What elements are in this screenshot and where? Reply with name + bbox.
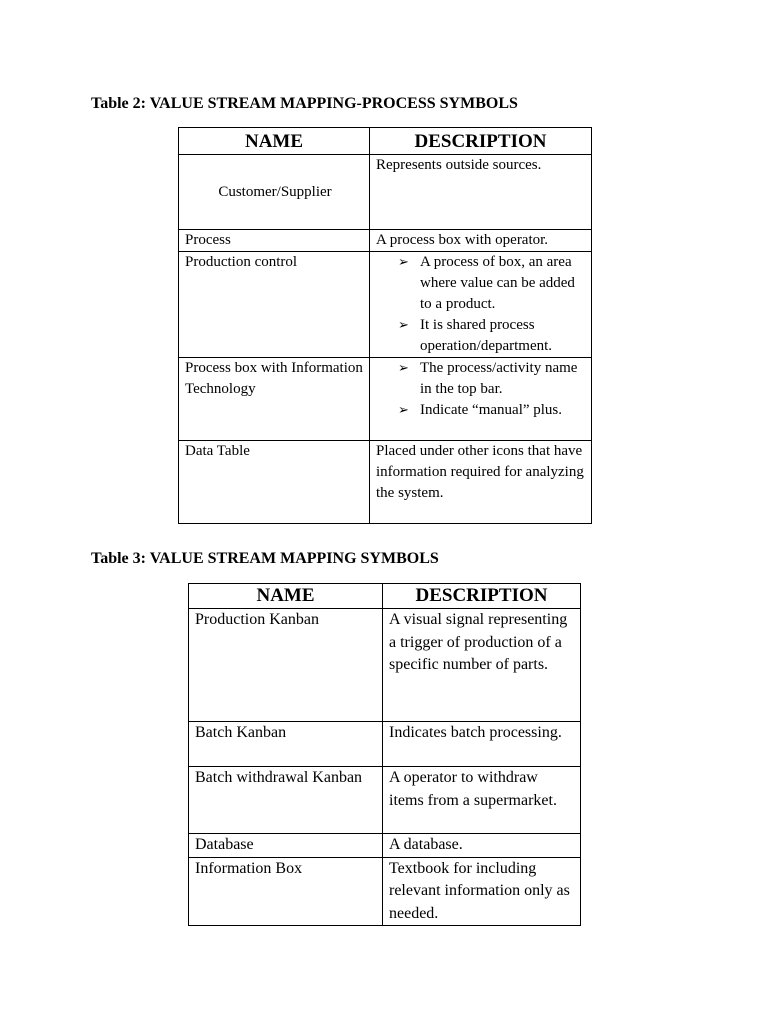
process-symbols-table [178, 127, 592, 524]
table-row [179, 230, 592, 252]
vsm-symbols-table [188, 583, 581, 926]
table-row [179, 155, 592, 230]
description-column-header: DESCRIPTION [370, 128, 592, 155]
bullet-text: Indicate “manual” plus. [420, 402, 563, 418]
symbol-name-cell: Customer/Supplier [179, 155, 370, 230]
bullet-list [376, 252, 587, 357]
symbol-description-cell [370, 358, 592, 441]
symbol-description-cell: A database. [383, 834, 581, 858]
name-column-header: NAME [179, 128, 370, 155]
arrowhead-bullet-icon: ➢ [398, 255, 409, 270]
symbol-name-cell: Batch withdrawal Kanban [189, 767, 383, 834]
symbol-name-cell: Information Box [189, 857, 383, 926]
table-header-row [179, 128, 592, 155]
arrowhead-bullet-icon: ➢ [398, 318, 409, 333]
symbol-name-cell: Data Table [179, 441, 370, 524]
table-2-caption: Table 2: VALUE STREAM MAPPING-PROCESS SYMBOLS [91, 95, 518, 112]
symbol-name-cell: Production Kanban [189, 609, 383, 722]
table-row [179, 358, 592, 441]
symbol-description-cell: A visual signal representing a trigger of production of a specific number of parts. [383, 609, 581, 722]
table-row [189, 857, 581, 926]
symbol-name-cell: Process box with Information Technology [179, 358, 370, 441]
symbol-description-cell: Placed under other icons that have information required for analyzing the system. [370, 441, 592, 524]
symbol-description-cell: A process box with operator. [370, 230, 592, 252]
bullet-text: It is shared process operation/department. [420, 317, 553, 354]
table-header-row [189, 584, 581, 609]
description-column-header: DESCRIPTION [383, 584, 581, 609]
arrowhead-bullet-icon: ➢ [398, 361, 409, 376]
bullet-item [398, 315, 587, 357]
table-row [189, 609, 581, 722]
symbol-description-cell: Indicates batch processing. [383, 722, 581, 767]
name-column-header: NAME [189, 584, 383, 609]
bullet-item [398, 400, 587, 421]
symbol-name-cell: Process [179, 230, 370, 252]
symbol-description-cell: Represents outside sources. [370, 155, 592, 230]
symbol-description-cell: Textbook for including relevant information only as needed. [383, 857, 581, 926]
arrowhead-bullet-icon: ➢ [398, 403, 409, 418]
bullet-text: The process/activity name in the top bar. [420, 360, 578, 397]
symbol-description-cell: A operator to withdraw items from a supermarket. [383, 767, 581, 834]
table-3-caption: Table 3: VALUE STREAM MAPPING SYMBOLS [91, 550, 439, 567]
symbol-description-cell [370, 252, 592, 358]
bullet-item [398, 358, 587, 400]
bullet-list [376, 358, 587, 421]
bullet-text: A process of box, an area where value can be added to a product. [420, 254, 575, 312]
symbol-name-cell: Batch Kanban [189, 722, 383, 767]
symbol-name-cell: Database [189, 834, 383, 858]
table-row [179, 252, 592, 358]
symbol-name-cell: Production control [179, 252, 370, 358]
table-row [189, 722, 581, 767]
table-row [179, 441, 592, 524]
table-row [189, 834, 581, 858]
bullet-item [398, 252, 587, 315]
table-row [189, 767, 581, 834]
